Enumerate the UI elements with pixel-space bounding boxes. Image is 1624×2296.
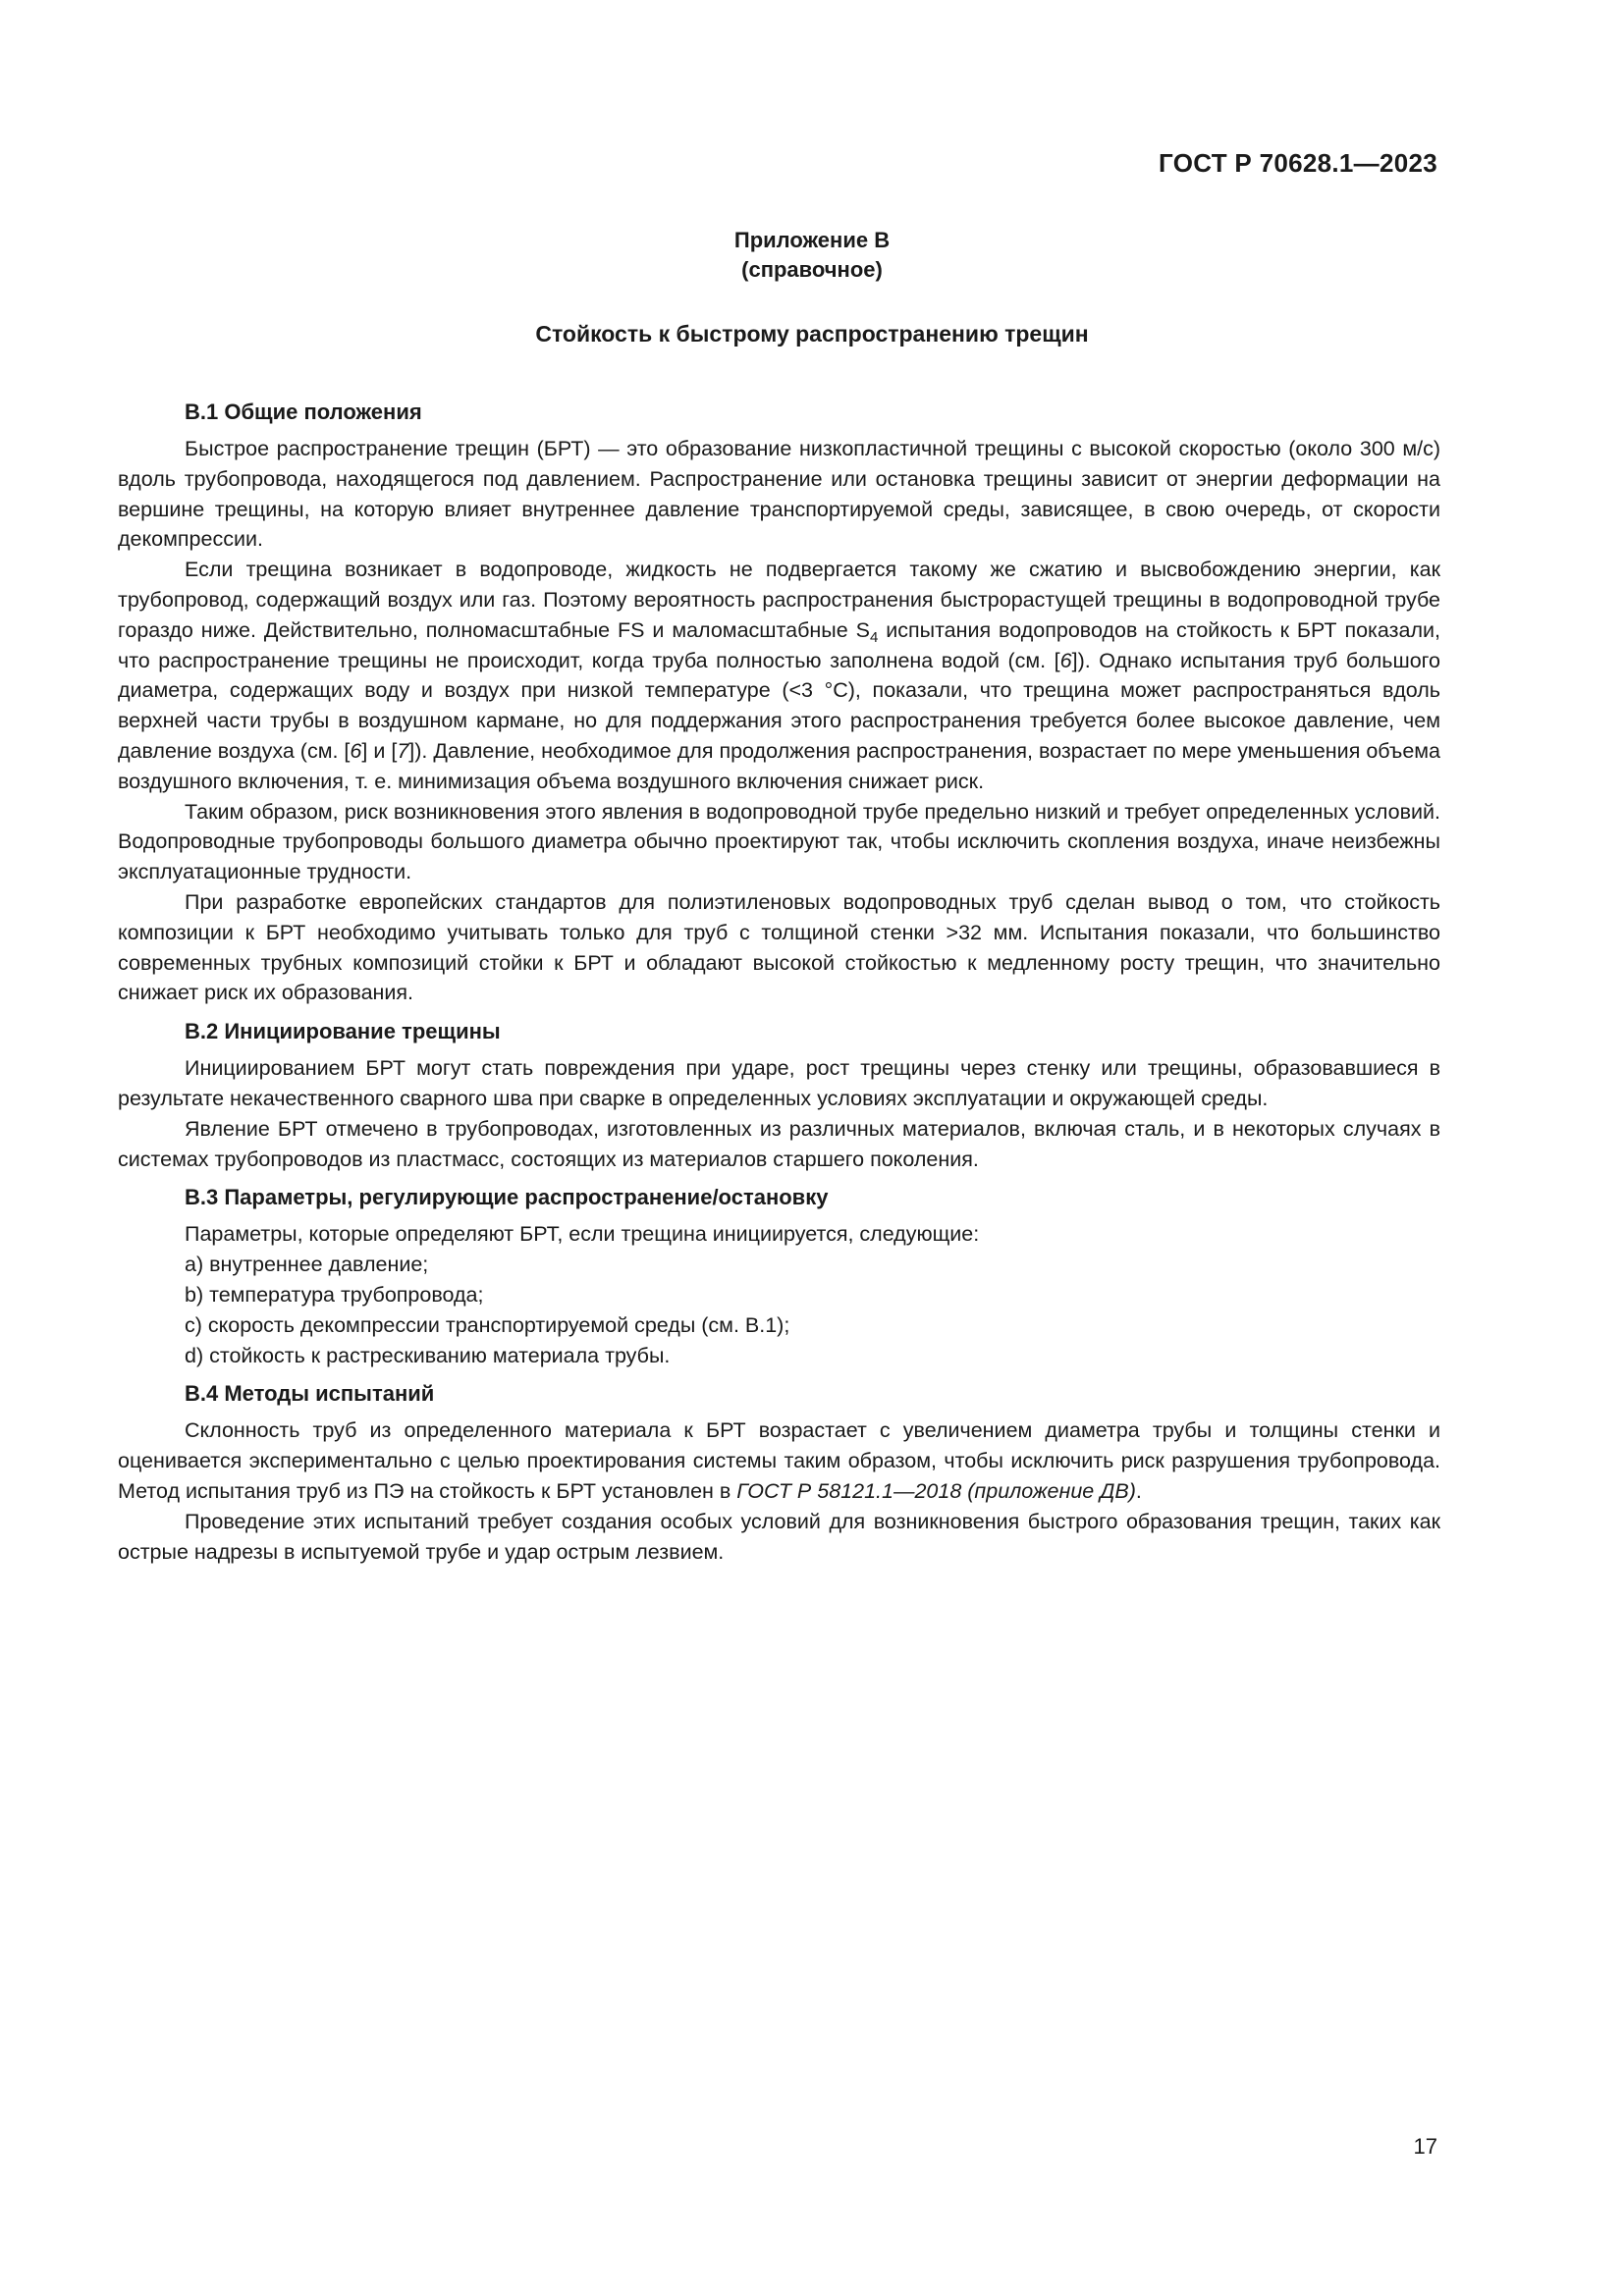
text-run: ]). Давление, необходимое для продолжения распространения, возрастает по мере уменьшения объема воздушного включения, т. е. минимизация объема воздушного включения снижает риск. [118, 738, 1441, 793]
document-body [118, 398, 1440, 1567]
text-run: Склонность труб из определенного материала к БРТ возрастает с увеличением диаметра трубы и толщины стенки и оценивается экспериментально с целью проектирования системы таким образом, чтобы исключить риск разрушения трубопровода. Метод испытания труб из ПЭ на стойкость к БРТ установлен в [118, 1418, 1440, 1503]
reference-number: 6 [1059, 648, 1072, 672]
appendix-label: Приложение В [733, 228, 891, 252]
standard-reference: ГОСТ Р 58121.1—2018 (приложение ДВ) [736, 1478, 1136, 1503]
paragraph: Таким образом, риск возникновения этого явления в водопроводной трубе предельно низкий и требует определенных условий. Водопроводные трубопроводы большого диаметра обычно проектируют так, чтобы исключить скопления воздуха, иначе неизбежны эксплуатационные трудности. [118, 799, 1440, 884]
section-heading: В.3 Параметры, регулирующие распространение/остановку [185, 1185, 829, 1210]
paragraph: Явление БРТ отмечено в трубопроводах, изготовленных из различных материалов, включая сталь, и в некоторых случаях в системах трубопроводов из пластмасс, состоящих из материалов старшего поколения. [118, 1116, 1440, 1171]
reference-number: 7 [397, 738, 409, 763]
section-b3 [118, 1183, 1440, 1370]
paragraph: Проведение этих испытаний требует создания особых условий для возникновения быстрого образования трещин, таких как острые надрезы в испытуемой трубе и удар острым лезвием. [118, 1509, 1440, 1564]
appendix-type: (справочное) [741, 257, 883, 282]
list-item: d) стойкость к растрескиванию материала трубы. [185, 1343, 671, 1367]
section-b1 [118, 398, 1440, 1008]
list-item: c) скорость декомпрессии транспортируемой среды (см. В.1); [185, 1312, 790, 1337]
section-heading: В.2 Инициирование трещины [185, 1019, 501, 1044]
text-run: Если трещина возникает в водопроводе, жидкость не подвергается такому же сжатию и высвобождению энергии, как трубопровод, содержащий воздух или газ. Поэтому вероятность распространения быстрорастущей трещины в водопроводной трубе гораздо ниже. Действительно, полномасштабные FS и маломасштабные S [118, 558, 1440, 642]
list-item: a) внутреннее давление; [185, 1253, 429, 1277]
text-run: испытания водопроводов на стойкость к БРТ показали, что распространение трещины не происходит, когда труба полностью заполнена водой (см. [ [118, 617, 1440, 672]
section-b2 [118, 1017, 1440, 1174]
text-run: . [1135, 1478, 1142, 1503]
appendix-title: Стойкость к быстрому распространению трещин [535, 321, 1089, 347]
paragraph: При разработке европейских стандартов для полиэтиленовых водопроводных труб сделан вывод о том, что стойкость композиции к БРТ необходимо учитывать только для труб с толщиной стенки >32 мм. Испытания показали, что большинство современных трубных композиций стойки к БРТ и обладают высокой стойкостью к медленному росту трещин, что значительно снижает риск их образования. [118, 889, 1440, 1005]
paragraph: Инициированием БРТ могут стать повреждения при ударе, рост трещины через стенку или трещины, образовавшиеся в результате некачественного сварного шва при сварке в определенных условиях эксплуатации и окружающей среды. [118, 1056, 1440, 1110]
text-run: ]). Однако испытания труб большого диаметра, содержащих воду и воздух при низкой температуре (<3 °С), показали, что трещина может распространяться вдоль верхней части трубы в воздушном кармане, но для поддержания этого распространения требуется более высокое давление, чем давление воздуха (см. [ [118, 648, 1440, 763]
section-heading: В.4 Методы испытаний [185, 1381, 435, 1407]
subscript: 4 [869, 628, 879, 646]
section-heading: В.1 Общие положения [185, 400, 422, 424]
paragraph: Параметры, которые определяют БРТ, если трещина инициируется, следующие: [185, 1222, 980, 1247]
appendix-heading [0, 226, 1624, 285]
section-b4 [118, 1379, 1440, 1567]
paragraph: Быстрое распространение трещин (БРТ) — это образование низкопластичной трещины с высокой скоростью (около 300 м/с) вдоль трубопровода, находящегося под давлением. Распространение или остановка трещины зависит от энергии деформации на вершине трещины, на которую влияет внутреннее давление транспортируемой среды, зависящее, в свою очередь, от скорости декомпрессии. [118, 437, 1440, 552]
document-code-header: ГОСТ Р 70628.1—2023 [1159, 148, 1437, 178]
paragraph [118, 1415, 1440, 1506]
paragraph [118, 555, 1440, 796]
reference-number: 6 [350, 738, 362, 763]
page-number: 17 [1413, 2134, 1437, 2159]
text-run: ] и [ [361, 738, 398, 763]
list-item: b) температура трубопровода; [185, 1282, 484, 1307]
